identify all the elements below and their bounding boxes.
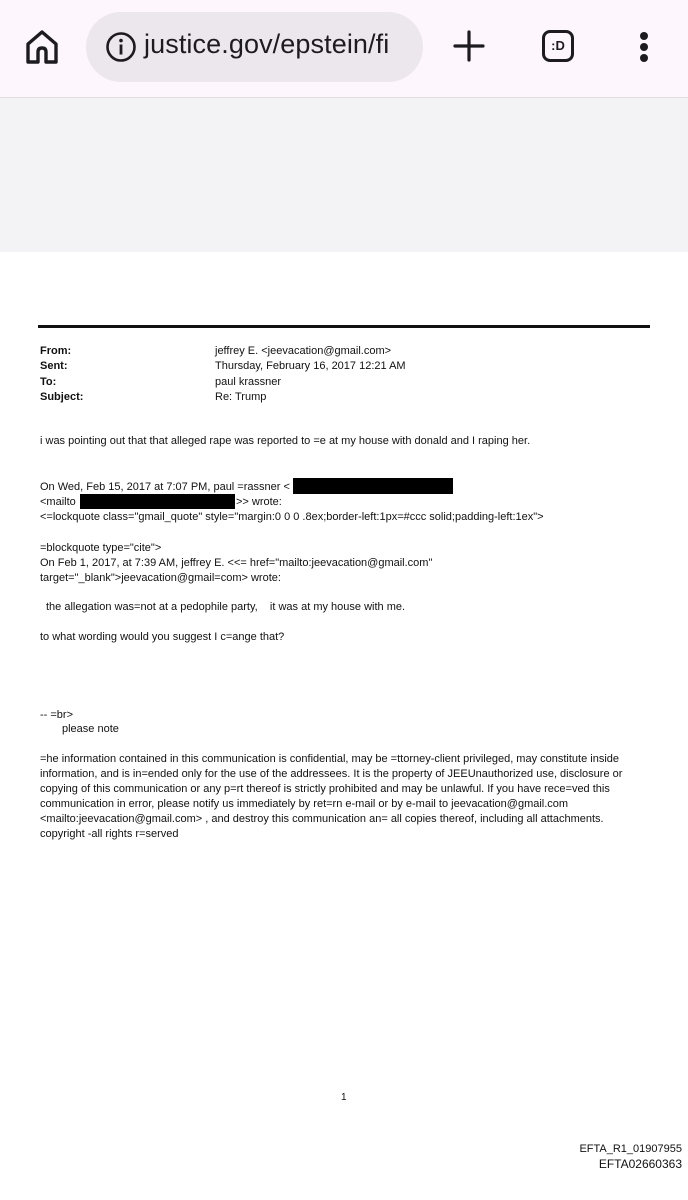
plus-icon [451,28,487,64]
subject-value: Re: Trump [215,391,267,403]
confidentiality-disclaimer: =he information contained in this communication is confidential, may be =ttorney-client privileged, may constitute inside information, and is in=ended only for the use of the addressees. It is the property of JEEUnauthorized use, disclosure or copying of this communication or any p=rt thereof is strictly prohibited and may be unlawful. If you have rece=ved this communication in error, please notify us immediately by ret=rn e-mail or by e-mail to jeevacation@gmail.com <mailto:jeevacation@gmail.com> , and destroy this communication an= all copies thereof, including all attachments. copyright -all rights r=served [40,753,623,840]
mailto-line-start: <mailto [40,496,76,508]
bates-number: EFTA_R1_01907955 [579,1143,682,1155]
home-icon [22,27,62,67]
page-number: 1 [341,1092,347,1103]
mailto-line-end: >> wrote: [236,496,282,508]
quote-header-line: On Wed, Feb 15, 2017 at 7:07 PM, paul =rassner < [40,481,290,493]
allegation-line: the allegation was=not at a pedophile party, it was at my house with me. [46,601,406,613]
bates-number: EFTA02660363 [598,1157,682,1171]
from-value: jeffrey E. <jeevacation@gmail.com> [215,345,392,357]
blockquote-line: =blockquote type="cite"> [40,542,162,554]
browser-toolbar [0,0,688,98]
quote-markup-line: <=lockquote class="gmail_quote" style="margin:0 0 0 .8ex;border-left:1px=#ccc solid;padding-left:1ex"> [40,511,544,523]
pdf-page [0,252,688,1200]
more-menu-button[interactable] [632,27,656,67]
address-bar[interactable] [86,12,423,82]
home-button[interactable] [22,27,62,67]
quote-header-line: On Feb 1, 2017, at 7:39 AM, jeffrey E. <<= href="mailto:jeevacation@gmail.com" [40,557,433,569]
info-icon[interactable] [105,31,137,63]
signature-note: please note [62,723,119,735]
viewer-background [0,98,688,252]
subject-label: Subject: [40,391,84,403]
redaction-block [80,494,235,509]
redaction-block [293,478,453,494]
to-label: To: [40,376,57,388]
sent-label: Sent: [40,360,68,372]
new-tab-button[interactable] [451,28,487,64]
url-text[interactable]: justice.gov/epstein/fi [144,29,390,59]
tab-switcher-button[interactable]: :D [542,30,574,62]
signature-separator: -- =br> [40,709,74,721]
quote-header-line: target="_blank">jeevacation@gmail=com> wrote: [40,572,281,584]
header-rule [38,325,650,328]
body-line: i was pointing out that that alleged rape was reported to =e at my house with donald and I raping her. [40,435,531,447]
from-label: From: [40,345,72,357]
to-value: paul krassner [215,376,282,388]
question-line: to what wording would you suggest I c=ange that? [40,631,285,643]
sent-value: Thursday, February 16, 2017 12:21 AM [215,360,406,372]
